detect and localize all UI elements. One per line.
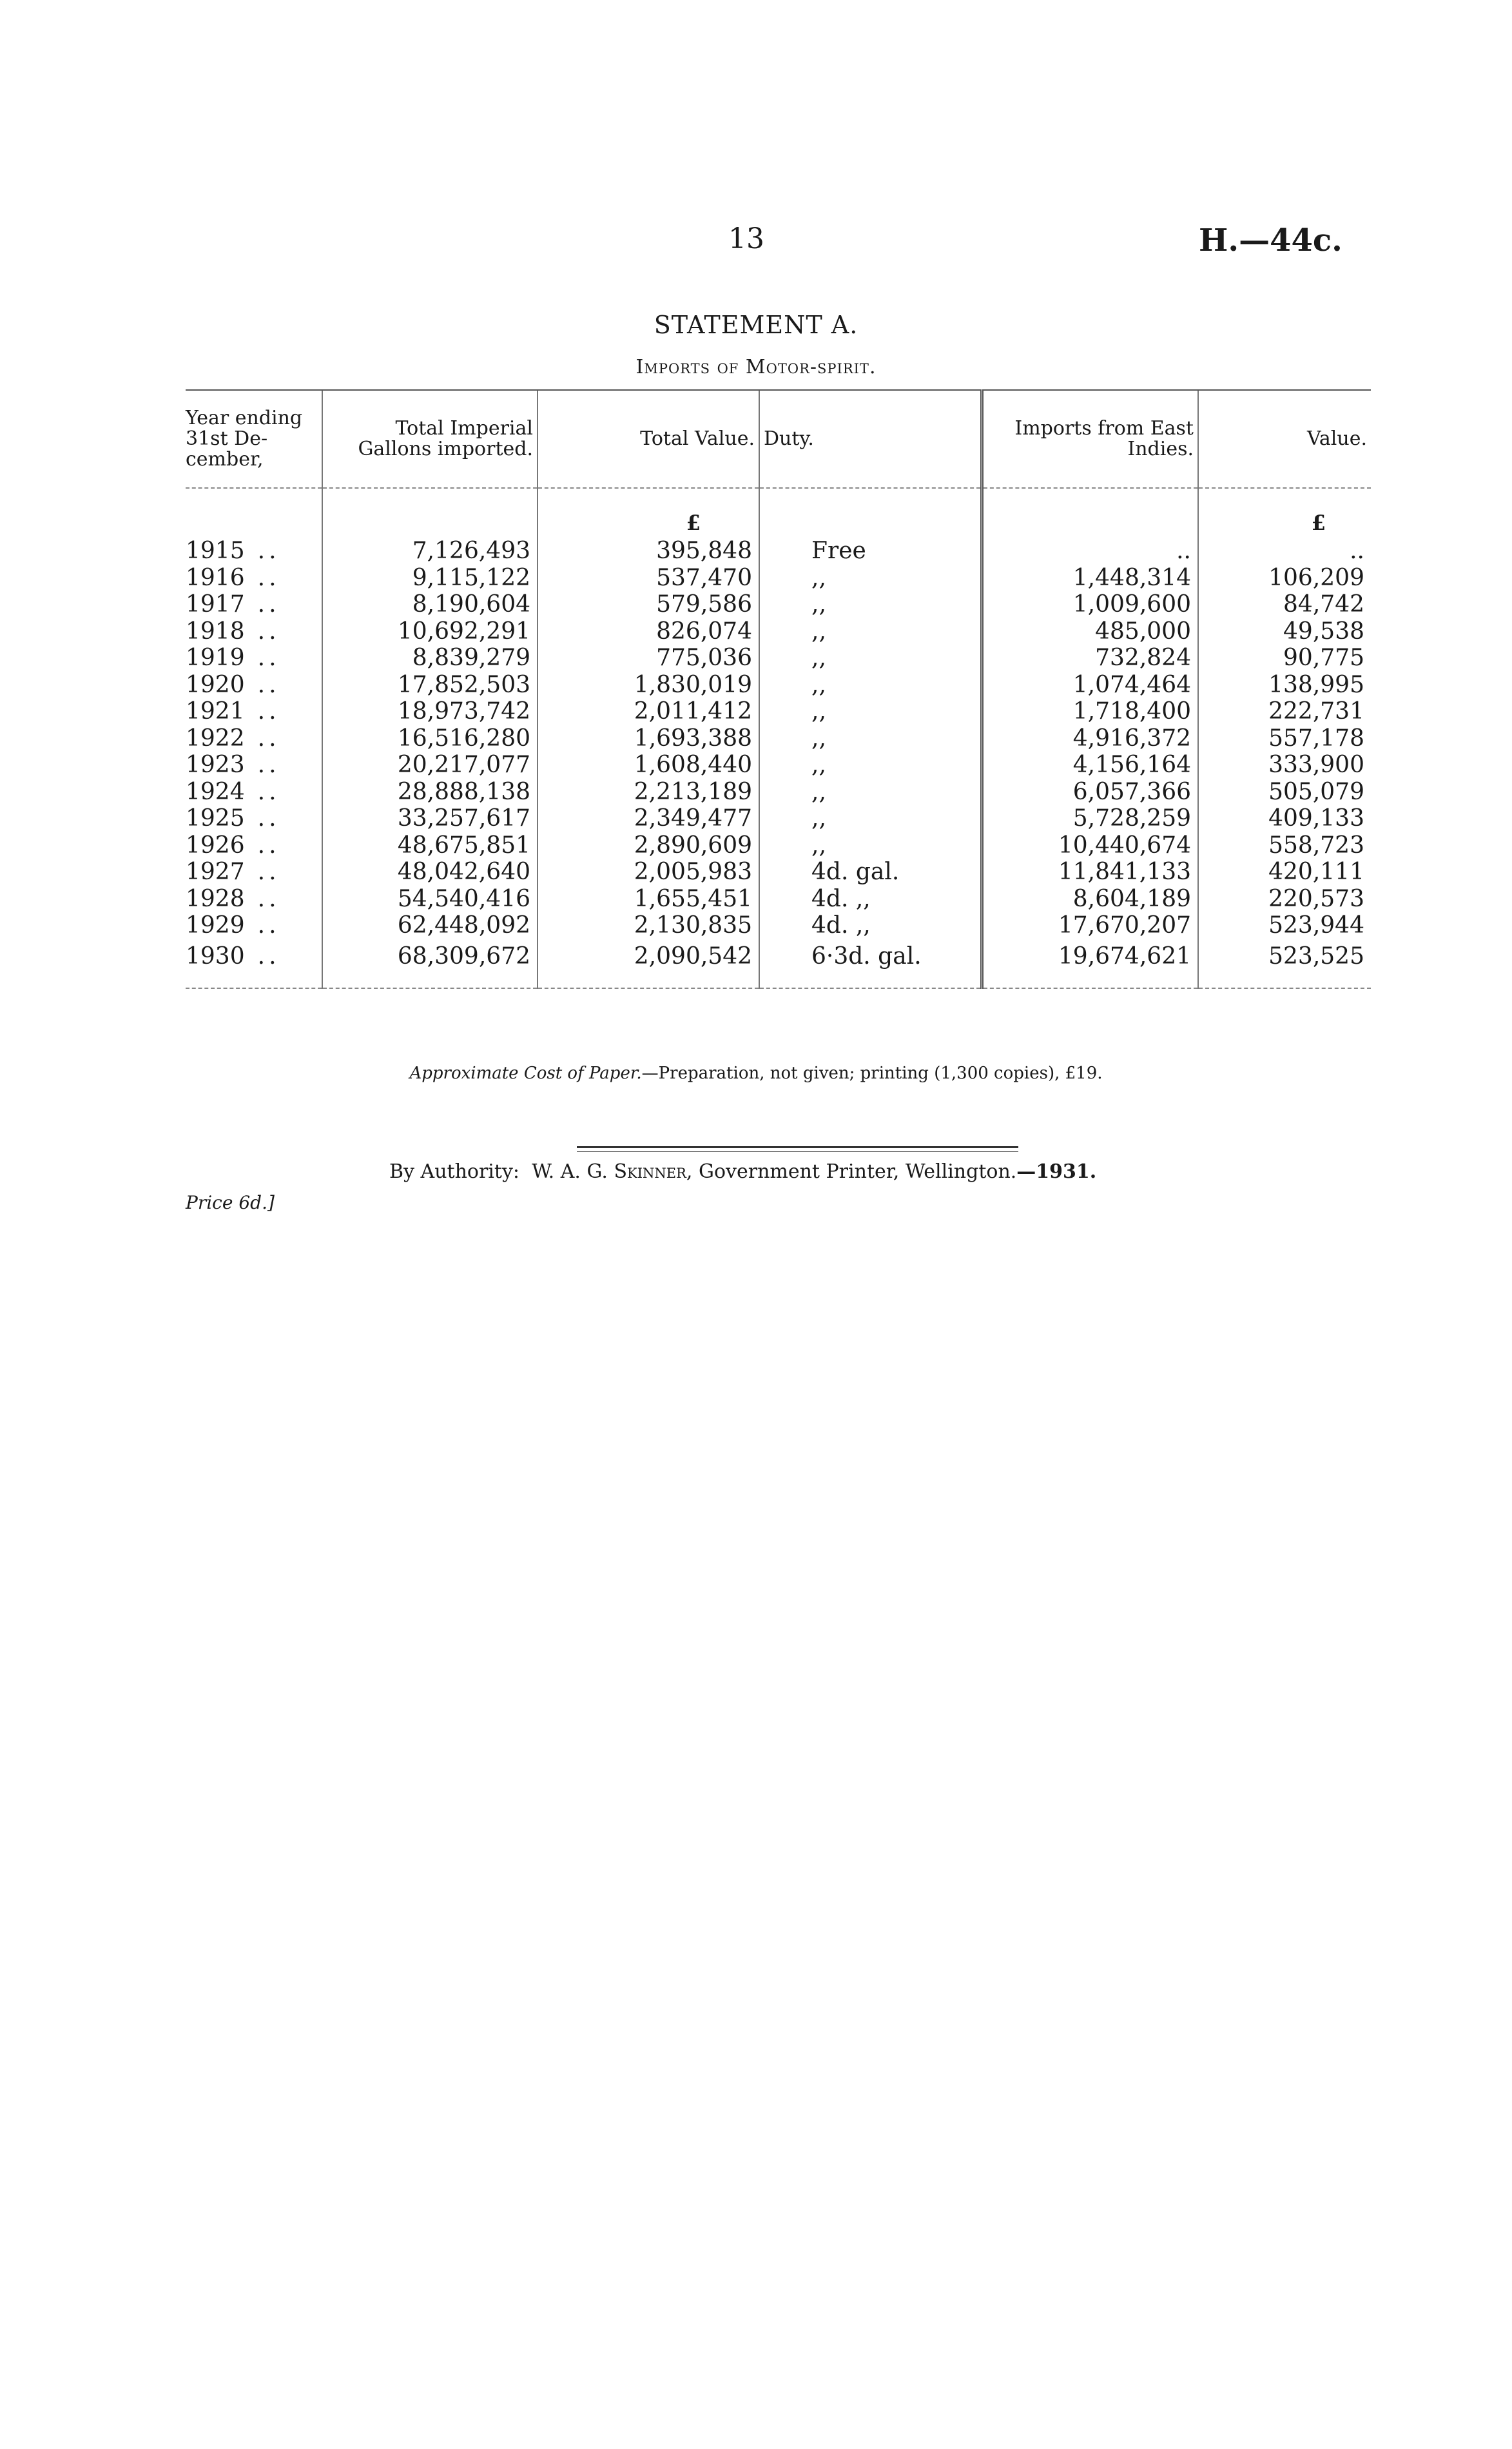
header-total-value: Total Value.	[538, 390, 759, 488]
cell-value: 557,178	[1198, 725, 1371, 752]
leader-dots: ..	[257, 912, 280, 939]
cell-total-value: 775,036	[538, 645, 759, 672]
cell-duty: ,,	[759, 832, 982, 859]
cell-total-value: 2,011,412	[538, 698, 759, 725]
header-year: Year ending 31st De-cember,	[186, 390, 322, 488]
cell-year	[186, 538, 322, 565]
cell-imports: 6,057,366	[982, 779, 1199, 806]
cell-total-value: 2,130,835	[538, 912, 759, 939]
cell-duty: ,,	[759, 698, 982, 725]
cell-gallons: 28,888,138	[322, 779, 538, 806]
year-label: 1919	[186, 645, 245, 671]
statement-subtitle: Imports of Motor-spirit.	[635, 356, 877, 378]
leader-dots: ..	[257, 752, 280, 778]
table-row	[186, 565, 1371, 592]
year-label: 1928	[186, 885, 245, 912]
table-row	[186, 618, 1371, 645]
cell-value: 558,723	[1198, 832, 1371, 859]
cell-value: 138,995	[1198, 672, 1371, 699]
cell-total-value: 579,586	[538, 591, 759, 618]
table-body	[186, 488, 1371, 988]
cell-year	[186, 939, 322, 988]
cell-gallons: 20,217,077	[322, 752, 538, 779]
cell-year	[186, 752, 322, 779]
cell-gallons: 33,257,617	[322, 805, 538, 832]
leader-dots: ..	[257, 698, 280, 725]
cell-total-value: 2,213,189	[538, 779, 759, 806]
cell-imports: 19,674,621	[982, 939, 1199, 988]
leader-dots: ..	[257, 859, 280, 885]
cell-value: 222,731	[1198, 698, 1371, 725]
cell-gallons: 62,448,092	[322, 912, 538, 939]
cell-value: 220,573	[1198, 886, 1371, 913]
cell-imports: 17,670,207	[982, 912, 1199, 939]
leader-dots: ..	[257, 725, 280, 752]
table-row	[186, 779, 1371, 806]
cell-duty: 4d. ,,	[759, 886, 982, 913]
cell-value: 523,944	[1198, 912, 1371, 939]
table-row	[186, 538, 1371, 565]
cell-value: 420,111	[1198, 859, 1371, 886]
price-note: Price 6d.]	[186, 1192, 275, 1213]
cell-duty: 4d. ,,	[759, 912, 982, 939]
cell-imports: 4,916,372	[982, 725, 1199, 752]
year-label: 1922	[186, 725, 245, 752]
cell-total-value: 395,848	[538, 538, 759, 565]
year-label: 1916	[186, 564, 245, 591]
cell-value: 90,775	[1198, 645, 1371, 672]
cell-duty: ,,	[759, 591, 982, 618]
authority-prefix: By Authority:	[389, 1160, 520, 1183]
cell-imports: 4,156,164	[982, 752, 1199, 779]
table-row	[186, 912, 1371, 939]
leader-dots: ..	[257, 564, 280, 591]
table-row	[186, 725, 1371, 752]
cell-duty: ,,	[759, 618, 982, 645]
leader-dots: ..	[257, 943, 280, 970]
cell-year	[186, 645, 322, 672]
year-label: 1915	[186, 538, 245, 564]
year-label: 1926	[186, 832, 245, 859]
cell-gallons: 9,115,122	[322, 565, 538, 592]
year-label: 1924	[186, 778, 245, 805]
cell-value: 84,742	[1198, 591, 1371, 618]
cell-year	[186, 565, 322, 592]
cell-year	[186, 912, 322, 939]
year-label: 1925	[186, 805, 245, 832]
table-header-row	[186, 390, 1371, 488]
leader-dots: ..	[257, 618, 280, 645]
cell-total-value: 2,890,609	[538, 832, 759, 859]
year-label: 1921	[186, 698, 245, 725]
cell-imports: 1,718,400	[982, 698, 1199, 725]
leader-dots: ..	[257, 778, 280, 805]
cell-imports: 1,074,464	[982, 672, 1199, 699]
statement-title: STATEMENT A.	[654, 311, 858, 339]
cell-imports: ..	[982, 538, 1199, 565]
cell-duty: 6·3d. gal.	[759, 939, 982, 988]
cell-year	[186, 591, 322, 618]
leader-dots: ..	[257, 832, 280, 859]
year-label: 1929	[186, 912, 245, 939]
separator-rule-thin	[577, 1151, 1018, 1152]
cell-gallons: 8,190,604	[322, 591, 538, 618]
year-label: 1918	[186, 618, 245, 645]
cell-year	[186, 698, 322, 725]
table-row	[186, 939, 1371, 988]
table-row	[186, 859, 1371, 886]
header-imports-east-indies: Imports from East Indies.	[982, 390, 1199, 488]
cell-duty: ,,	[759, 779, 982, 806]
document-reference: H.—44c.	[1199, 222, 1342, 259]
printer-initials: W. A. G.	[532, 1160, 608, 1183]
cell-value: ..	[1198, 538, 1371, 565]
imports-table	[186, 389, 1371, 989]
cell-imports: 485,000	[982, 618, 1199, 645]
cell-duty: ,,	[759, 752, 982, 779]
cell-duty: ,,	[759, 672, 982, 699]
cell-value: 333,900	[1198, 752, 1371, 779]
cell-year	[186, 805, 322, 832]
cell-gallons: 48,675,851	[322, 832, 538, 859]
cell-value: 106,209	[1198, 565, 1371, 592]
unit-total-value: £	[538, 508, 759, 538]
cell-imports: 1,009,600	[982, 591, 1199, 618]
cell-gallons: 18,973,742	[322, 698, 538, 725]
table-row	[186, 698, 1371, 725]
cell-value: 49,538	[1198, 618, 1371, 645]
cell-year	[186, 779, 322, 806]
leader-dots: ..	[257, 645, 280, 671]
cost-note-text: —Preparation, not given; printing (1,300 copies), £19.	[641, 1064, 1103, 1083]
year-label: 1930	[186, 943, 245, 970]
cell-value: 505,079	[1198, 779, 1371, 806]
cell-imports: 8,604,189	[982, 886, 1199, 913]
table-row	[186, 832, 1371, 859]
cell-duty: ,,	[759, 645, 982, 672]
printer-name: Skinner	[614, 1160, 686, 1183]
header-gallons: Total Imperial Gallons imported.	[322, 390, 538, 488]
cell-year	[186, 886, 322, 913]
cell-total-value: 826,074	[538, 618, 759, 645]
cell-year	[186, 672, 322, 699]
cost-note-label: Approximate Cost of Paper.	[409, 1064, 642, 1083]
leader-dots: ..	[257, 885, 280, 912]
cell-value: 409,133	[1198, 805, 1371, 832]
table-row	[186, 805, 1371, 832]
cell-imports: 10,440,674	[982, 832, 1199, 859]
table-row	[186, 672, 1371, 699]
cell-gallons: 68,309,672	[322, 939, 538, 988]
cell-gallons: 16,516,280	[322, 725, 538, 752]
cell-imports: 732,824	[982, 645, 1199, 672]
separator-rule	[577, 1146, 1018, 1148]
cell-total-value: 1,830,019	[538, 672, 759, 699]
cell-duty: ,,	[759, 565, 982, 592]
unit-value: £	[1198, 508, 1371, 538]
cell-value: 523,525	[1198, 939, 1371, 988]
cell-total-value: 1,608,440	[538, 752, 759, 779]
table-row	[186, 886, 1371, 913]
leader-dots: ..	[257, 591, 280, 618]
leader-dots: ..	[257, 671, 280, 698]
cell-year	[186, 725, 322, 752]
cell-year	[186, 618, 322, 645]
printer-rest: , Government Printer, Wellington.	[686, 1160, 1017, 1183]
table-row	[186, 645, 1371, 672]
cell-gallons: 48,042,640	[322, 859, 538, 886]
year-label: 1917	[186, 591, 245, 618]
cost-note	[0, 1064, 1512, 1083]
cell-total-value: 2,349,477	[538, 805, 759, 832]
page-number: 13	[728, 222, 764, 255]
cell-gallons: 17,852,503	[322, 672, 538, 699]
cell-gallons: 10,692,291	[322, 618, 538, 645]
cell-duty: 4d. gal.	[759, 859, 982, 886]
year-label: 1920	[186, 671, 245, 698]
printer-authority-line	[389, 1160, 1096, 1183]
cell-year	[186, 859, 322, 886]
cell-gallons: 7,126,493	[322, 538, 538, 565]
cell-duty: Free	[759, 538, 982, 565]
cell-total-value: 2,090,542	[538, 939, 759, 988]
cell-total-value: 2,005,983	[538, 859, 759, 886]
cell-total-value: 1,693,388	[538, 725, 759, 752]
header-value: Value.	[1198, 390, 1371, 488]
leader-dots: ..	[257, 538, 280, 564]
year-label: 1923	[186, 752, 245, 778]
cell-duty: ,,	[759, 805, 982, 832]
cell-gallons: 8,839,279	[322, 645, 538, 672]
table-row	[186, 591, 1371, 618]
unit-row	[186, 508, 1371, 538]
cell-total-value: 537,470	[538, 565, 759, 592]
cell-year	[186, 832, 322, 859]
cell-imports: 5,728,259	[982, 805, 1199, 832]
cell-duty: ,,	[759, 725, 982, 752]
header-duty: Duty.	[759, 390, 982, 488]
cell-imports: 1,448,314	[982, 565, 1199, 592]
spacer-row	[186, 488, 1371, 508]
cell-total-value: 1,655,451	[538, 886, 759, 913]
printer-year: —1931.	[1016, 1160, 1097, 1183]
cell-imports: 11,841,133	[982, 859, 1199, 886]
cell-gallons: 54,540,416	[322, 886, 538, 913]
leader-dots: ..	[257, 805, 280, 832]
year-label: 1927	[186, 859, 245, 885]
table-row	[186, 752, 1371, 779]
